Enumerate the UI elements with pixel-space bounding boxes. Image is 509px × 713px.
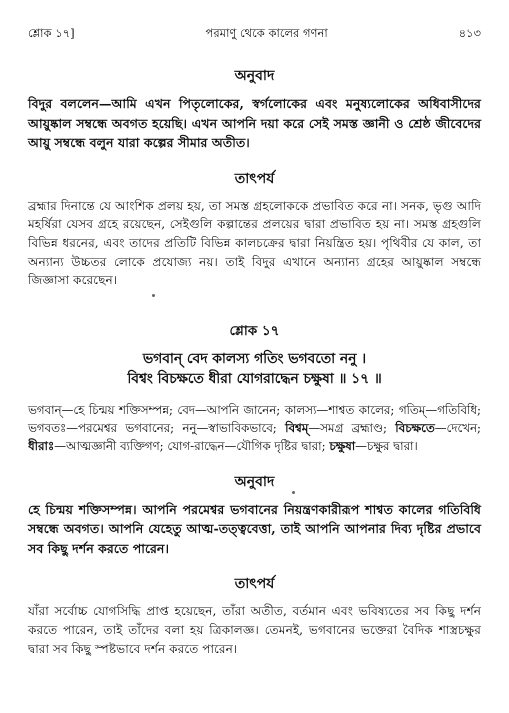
- translation-text-1: বিদুর বললেন—আমি এখন পিতৃলোকের, স্বর্গলোকের এবং মনুষ্যলোকের অধিবাসীদের আয়ুষ্কাল সম্বন্ধে অবগত হয়েছি। এখন আপনি দয়া করে সেই সমস্ত জ্ঞানী ও শ্রেষ্ঠ জীবেদের আয়ু সম্বন্ধে বলুন যারা কল্পের সীমার অতীত।: [28, 96, 481, 150]
- header-page-number: ৪১৩: [458, 25, 481, 40]
- verse-number: শ্লোক ১৭: [229, 323, 280, 340]
- running-header: [28, 26, 481, 42]
- synonym-word: বিশ্বম্: [285, 421, 309, 436]
- translation-heading-2: অনুবাদ: [234, 473, 275, 490]
- synonym-word: ভগবান্: [28, 403, 62, 418]
- synonym-meaning: স্বাভাবিকভাবে;: [208, 421, 286, 436]
- synonym-meaning: দেখেন;: [446, 421, 482, 436]
- synonym-meaning: আত্মজ্ঞানী ব্যক্তিগণ;: [65, 439, 168, 454]
- purport-text-1: ব্রহ্মার দিনান্তে যে আংশিক প্রলয় হয়, তা সমস্ত গ্রহলোককে প্রভাবিত করে না। সনক, ভৃগু আদি মহর্ষিরা যেসব গ্রহে রয়েছেন, সেইগুলি কল্পান্তের প্রলয়ের দ্বারা প্রভাবিত হয় না। সমস্ত গ্রহগুলি বিভিন্ন ধরনের, এবং তাদের প্রতিটি বিভিন্ন কালচক্রের দ্বারা নিয়ন্ত্রিত হয়। পৃথিবীর যে কাল, তা অন্যান্য উচ্চতর লোকে প্রযোজ্য নয়। তাই বিদুর এখানে অন্যান্য গ্রহের আয়ুষ্কাল সম্বন্ধে জিজ্ঞাসা করেছেন।: [28, 198, 481, 288]
- translation-text-2: হে চিন্ময় শক্তিসম্পন্ন। আপনি পরমেশ্বর ভগবানের নিয়ন্ত্রণকারীরূপ শাশ্বত কালের গতিবিধি সম্বন্ধে অবগত। আপনি যেহেতু আত্ম-তত্ত্ববেত্তা, তাই আপনি আপনার দিব্য দৃষ্টির প্রভাবে সব কিছু দর্শন করতে পারেন।: [28, 501, 481, 556]
- synonym-word: ননু: [182, 421, 197, 436]
- synonym-meaning: আপনি জানেন;: [206, 403, 285, 418]
- synonym-meaning: যৌগিক দৃষ্টির দ্বারা;: [236, 439, 330, 454]
- synonym-word: কালস্য: [284, 403, 317, 418]
- synonym-meaning: চক্ষুর দ্বারা।: [366, 439, 418, 454]
- header-chapter-title: পরমাণু থেকে কালের গণনা: [205, 25, 328, 40]
- synonym-word: বেদ: [177, 403, 195, 418]
- verse-line-2: বিশ্বং বিচক্ষতে ধীরা যোগরাদ্ধেন চক্ষুষা ॥ ১৭ ॥: [127, 371, 382, 388]
- synonym-word: চক্ষুষা: [329, 439, 356, 454]
- synonym-meaning: সমগ্র ব্রহ্মাণ্ড;: [320, 421, 396, 436]
- synonym-word: ধীরাঃ: [28, 439, 55, 454]
- verse-line-1: ভগবান্ বেদ কালস্য গতিং ভগবতো ননু ।: [142, 351, 367, 368]
- print-speck: [292, 491, 295, 494]
- synonym-word: বিচক্ষতে: [395, 421, 435, 436]
- translation-heading-1: অনুবাদ: [234, 68, 275, 84]
- synonym-meaning: গতিবিধি;: [437, 403, 481, 418]
- synonym-meaning: শাশ্বত কালের;: [328, 403, 399, 418]
- word-for-word-synonyms: ভগবান্—হে চিন্ময় শক্তিসম্পন্ন; বেদ—আপনি জানেন; কালস্য—শাশ্বত কালের; গতিম্—গতিবিধি; ভগবতঃ—পরমেশ্বর ভগবানের; ননু—স্বাভাবিকভাবে; বিশ্বম্—সমগ্র ব্রহ্মাণ্ড; বিচক্ষতে—দেখেন; ধীরাঃ—আত্মজ্ঞানী ব্যক্তিগণ; যোগ-রাদ্ধেন—যৌগিক দৃষ্টির দ্বারা; চক্ষুষা—চক্ষুর দ্বারা।: [28, 403, 482, 454]
- synonym-word: গতিম্: [398, 403, 426, 418]
- verse-block: [28, 320, 481, 389]
- synonym-meaning: পরমেশ্বর ভগবানের;: [78, 421, 183, 436]
- synonym-word: যোগ-রাদ্ধেন: [167, 439, 225, 454]
- purport-text-2: যাঁরা সর্বোচ্চ যোগসিদ্ধি প্রাপ্ত হয়েছেন, তাঁরা অতীত, বর্তমান এবং ভবিষ্যতের সব কিছু দর্শন করতে পারেন, তাই তাঁদের বলা হয় ত্রিকালজ্ঞ। তেমনই, ভগবানের ভক্তেরা বৈদিক শাস্ত্রচক্ষুর দ্বারা সব কিছু স্পষ্টভাবে দর্শন করতে পারেন।: [28, 604, 481, 656]
- synonym-word: ভগবতঃ: [28, 421, 67, 436]
- print-speck: [152, 294, 155, 297]
- purport-heading-2: তাৎপর্য: [234, 576, 275, 593]
- synonym-meaning: হে চিন্ময় শক্তিসম্পন্ন;: [73, 403, 178, 418]
- purport-heading-1: তাৎপর্য: [234, 170, 275, 187]
- header-verse-ref: শ্লোক ১৭]: [28, 25, 75, 40]
